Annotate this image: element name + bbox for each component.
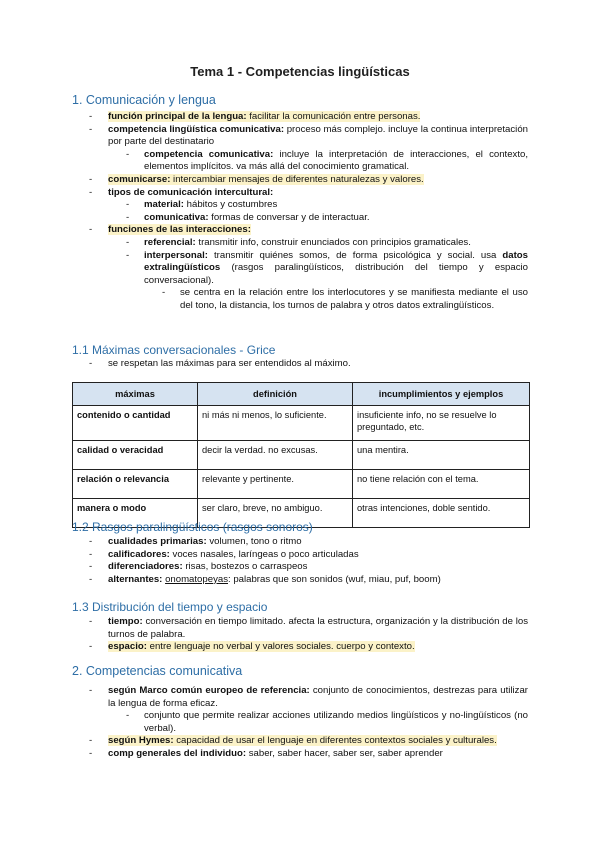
section-1-3-list	[72, 616, 528, 654]
table-cell: insuficiente info, no se resuelve lo preguntado, etc.	[353, 406, 530, 441]
list-item: - funciones de las interacciones:	[72, 224, 528, 237]
section-1-1-heading: 1.1 Máximas conversacionales - Grice	[72, 343, 276, 357]
section-1-list	[72, 111, 528, 313]
section-1-2-heading: 1.2 Rasgos paralingüísticos (rasgos sonoros)	[72, 520, 313, 534]
section-2-heading: 2. Competencias comunicativa	[72, 664, 243, 678]
section-1-heading: 1. Comunicación y lengua	[72, 93, 216, 107]
list-item: - se respetan las máximas para ser entendidos al máximo.	[72, 358, 528, 371]
table-cell: decir la verdad. no excusas.	[198, 441, 353, 470]
table-row	[73, 406, 530, 441]
maxims-table	[72, 382, 530, 528]
table-header: definición	[198, 383, 353, 406]
list-item: - cualidades primarias: volumen, tono o ritmo	[72, 536, 528, 549]
list-item: - competencia lingüística comunicativa: proceso más complejo. incluye la continua interpretación por parte del destinatario	[72, 124, 528, 149]
list-item: - comp generales del individuo: saber, saber hacer, saber ser, saber aprender	[72, 748, 528, 761]
table-row	[73, 441, 530, 470]
table-header: máximas	[73, 383, 198, 406]
table-row	[73, 470, 530, 499]
table-cell: ser claro, breve, no ambiguo.	[198, 499, 353, 528]
list-item: - diferenciadores: risas, bostezos o carraspeos	[72, 561, 528, 574]
table-cell: una mentira.	[353, 441, 530, 470]
table-cell: contenido o cantidad	[73, 406, 198, 441]
table-cell: calidad o veracidad	[73, 441, 198, 470]
table-cell: relevante y pertinente.	[198, 470, 353, 499]
section-2-list	[72, 685, 528, 761]
list-item: - referencial: transmitir info, construir enunciados con principios gramaticales.	[72, 237, 528, 250]
table-cell: ni más ni menos, lo suficiente.	[198, 406, 353, 441]
list-item: - comunicarse: intercambiar mensajes de diferentes naturalezas y valores.	[72, 174, 528, 187]
section-1-1-list	[72, 358, 528, 371]
list-item: - tiempo: conversación en tiempo limitado. afecta la estructura, organización y la distribución de los turnos de palabra.	[72, 616, 528, 641]
document-title: Tema 1 - Competencias lingüísticas	[190, 64, 410, 79]
section-1-3-heading: 1.3 Distribución del tiempo y espacio	[72, 600, 268, 614]
list-item: - interpersonal: transmitir quiénes somos, de forma psicológica y social. usa datos extralingüísticos (rasgos paralingüísticos, distribución del tiempo y espacio conversacional).	[72, 250, 528, 288]
table-cell: relación o relevancia	[73, 470, 198, 499]
table-header: incumplimientos y ejemplos	[353, 383, 530, 406]
list-item: - tipos de comunicación intercultural:	[72, 187, 528, 200]
list-item: - función principal de la lengua: facilitar la comunicación entre personas.	[72, 111, 528, 124]
list-item: - calificadores: voces nasales, laríngeas o poco articuladas	[72, 549, 528, 562]
list-item: - competencia comunicativa: incluye la interpretación de interacciones, el contexto, elementos implícitos. va más allá del conocimiento gramatical.	[72, 149, 528, 174]
list-item: - comunicativa: formas de conversar y de interactuar.	[72, 212, 528, 225]
list-item: - conjunto que permite realizar acciones utilizando medios lingüísticos y no-lingüísticos (no verbal).	[72, 710, 528, 735]
list-item: - alternantes: onomatopeyas: palabras que son sonidos (wuf, miau, puf, boom)	[72, 574, 528, 587]
table-cell: no tiene relación con el tema.	[353, 470, 530, 499]
list-item: - espacio: entre lenguaje no verbal y valores sociales. cuerpo y contexto.	[72, 641, 528, 654]
list-item: - según Marco común europeo de referencia: conjunto de conocimientos, destrezas para utilizar la lengua de forma eficaz.	[72, 685, 528, 710]
table-header-row	[73, 383, 530, 406]
list-item: - material: hábitos y costumbres	[72, 199, 528, 212]
table-cell: manera o modo	[73, 499, 198, 528]
table-cell: otras intenciones, doble sentido.	[353, 499, 530, 528]
list-item: - se centra en la relación entre los interlocutores y se manifiesta mediante el uso del tono, la distancia, los turnos de palabra y otros datos extralingüísticos.	[72, 287, 528, 312]
list-item: - según Hymes: capacidad de usar el lenguaje en diferentes contextos sociales y culturales.	[72, 735, 528, 748]
section-1-2-list	[72, 536, 528, 586]
